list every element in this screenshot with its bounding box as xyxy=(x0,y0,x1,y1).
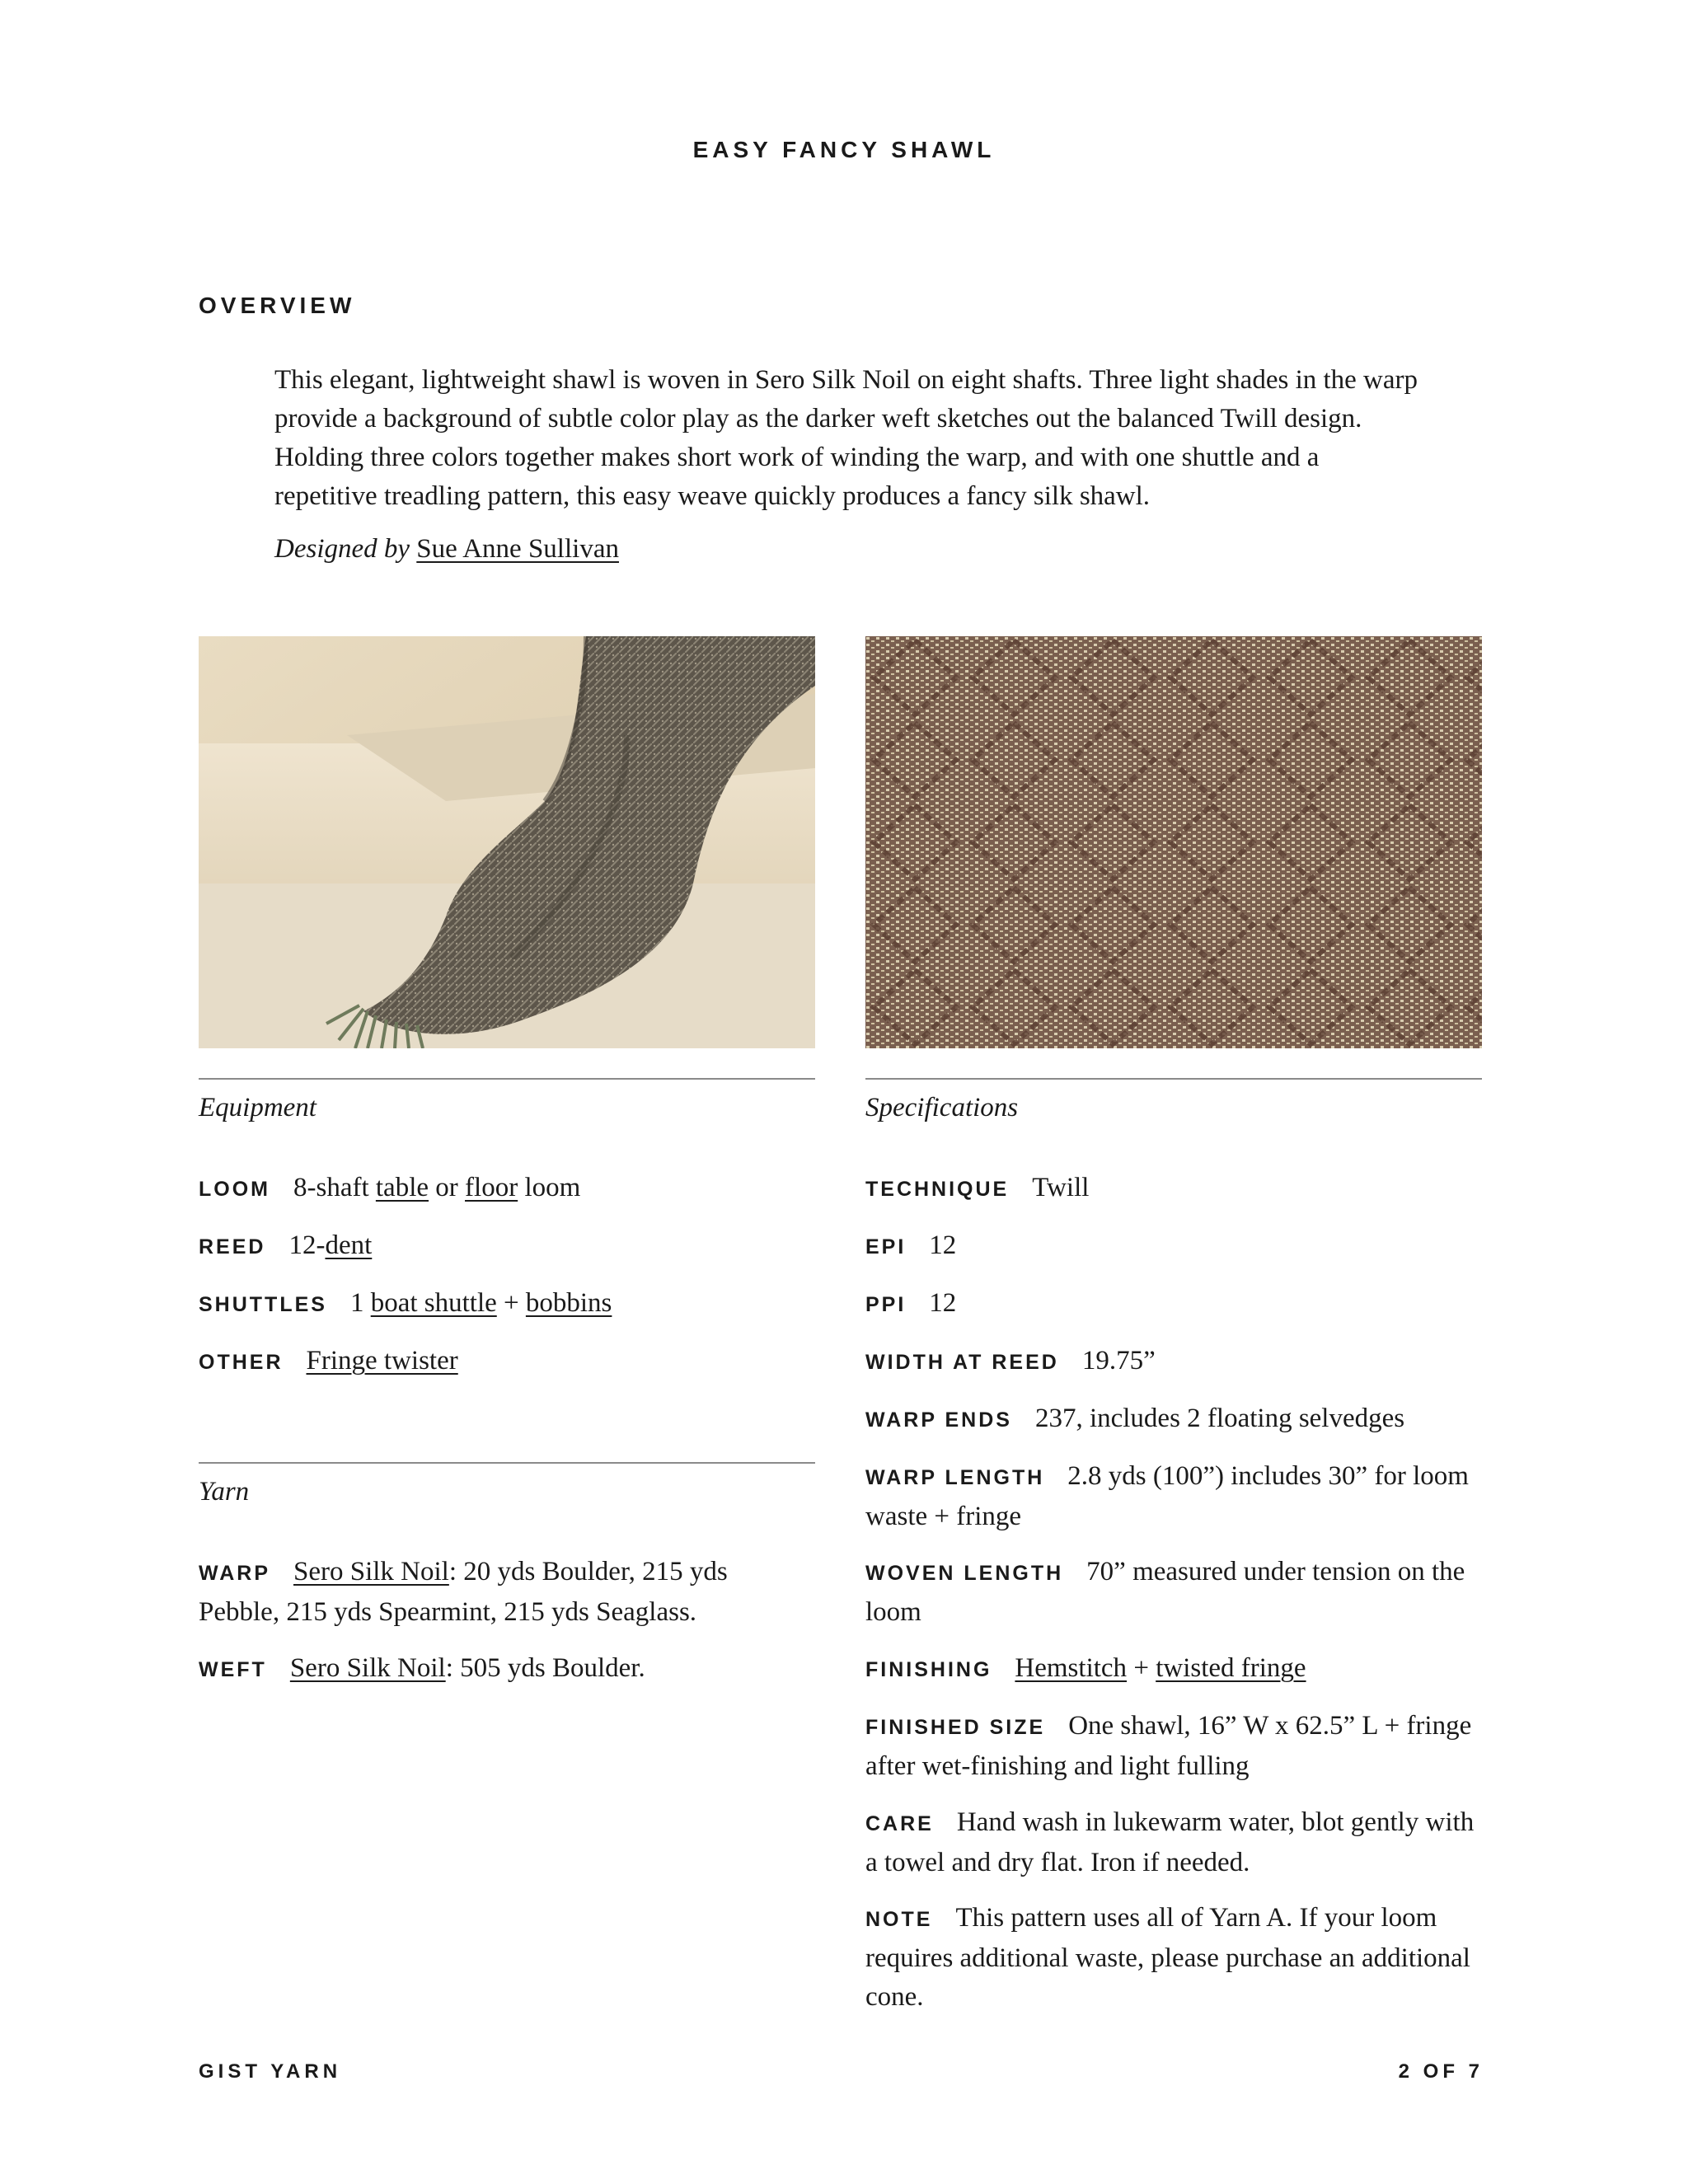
width-at-reed-key: WIDTH AT REED xyxy=(865,1351,1059,1374)
ppi-value: 12 xyxy=(929,1288,957,1318)
equipment-reed xyxy=(199,1226,815,1267)
reed-text: 12- xyxy=(288,1230,326,1260)
overview-text xyxy=(274,361,1428,516)
loom-key: LOOM xyxy=(199,1178,270,1201)
woven-length-value: 70” measured under tension on the loom xyxy=(865,1557,1465,1627)
epi-value: 12 xyxy=(929,1230,957,1260)
overview-paragraph: This elegant, lightweight shawl is woven in Sero Silk Noil on eight shafts. Three light shades in the warp provide a background of subtle color play as the darker weft sketches out the balanced Twill design. Holding three colors together makes short work of winding the warp, and with one shuttle and a repetitive treadling pattern, this easy weave quickly produces a fancy silk shawl. xyxy=(274,365,1418,511)
equipment-loom xyxy=(199,1169,815,1209)
designer-link[interactable]: Sue Anne Sullivan xyxy=(416,534,619,564)
page-number: 2 OF 7 xyxy=(1398,2060,1484,2083)
specifications-label: Specifications xyxy=(865,1093,1019,1122)
footer-brand: GIST YARN xyxy=(199,2060,342,2083)
warp-ends-value: 237, includes 2 floating selvedges xyxy=(1034,1404,1405,1433)
epi-key: EPI xyxy=(865,1235,907,1258)
warp-length-key: WARP LENGTH xyxy=(865,1466,1045,1489)
fringe-twister-link[interactable]: Fringe twister xyxy=(306,1346,458,1376)
twisted-fringe-link[interactable]: twisted fringe xyxy=(1156,1653,1306,1683)
width-at-reed-value: 19.75” xyxy=(1081,1346,1156,1376)
note-value: This pattern uses all of Yarn A. If your loom requires additional waste, please purchase an additional cone. xyxy=(865,1903,1470,2012)
warp-yarn-text: : 20 yds Boulder, 215 yds Pebble, 215 yds Spearmint, 215 yds Seaglass. xyxy=(199,1557,728,1627)
shuttles-text: + xyxy=(496,1288,526,1318)
document-title: EASY FANCY SHAWL xyxy=(692,137,996,162)
loom-text: 8-shaft xyxy=(293,1173,376,1202)
yarn-weft xyxy=(199,1649,815,1690)
equipment-divider xyxy=(199,1078,815,1080)
yarn-label: Yarn xyxy=(199,1477,250,1507)
table-loom-link[interactable]: table xyxy=(375,1173,429,1202)
weave-closeup-photo xyxy=(865,636,1482,1048)
reed-key: REED xyxy=(199,1235,266,1258)
weft-yarn-link[interactable]: Sero Silk Noil xyxy=(289,1653,446,1683)
shawl-photo xyxy=(199,636,815,1048)
spec-width-at-reed xyxy=(865,1342,1482,1382)
boat-shuttle-link[interactable]: boat shuttle xyxy=(370,1288,497,1318)
technique-key: TECHNIQUE xyxy=(865,1178,1010,1201)
weft-key: WEFT xyxy=(199,1658,267,1681)
spec-technique xyxy=(865,1169,1482,1209)
designed-by-label: Designed by xyxy=(274,534,410,564)
finished-size-key: FINISHED SIZE xyxy=(865,1716,1046,1739)
finishing-key: FINISHING xyxy=(865,1658,992,1681)
spec-finishing xyxy=(865,1649,1482,1690)
technique-value: Twill xyxy=(1032,1173,1090,1202)
shuttles-text: 1 xyxy=(349,1288,371,1318)
designer-credit xyxy=(274,534,619,565)
hemstitch-link[interactable]: Hemstitch xyxy=(1015,1653,1128,1683)
note-key: NOTE xyxy=(865,1908,933,1931)
spec-care xyxy=(865,1803,1482,1882)
finishing-text: + xyxy=(1127,1653,1156,1683)
spec-woven-length xyxy=(865,1553,1482,1632)
warp-ends-key: WARP ENDS xyxy=(865,1408,1012,1432)
finished-size-value: One shawl, 16” W x 62.5” L + fringe after wet-finishing and light fulling xyxy=(865,1711,1472,1781)
spec-warp-ends xyxy=(865,1399,1482,1440)
loom-text: loom xyxy=(518,1173,581,1202)
specifications-divider xyxy=(865,1078,1482,1080)
spec-note xyxy=(865,1899,1482,2017)
weft-yarn-text: : 505 yds Boulder. xyxy=(445,1653,645,1683)
warp-yarn-link[interactable]: Sero Silk Noil xyxy=(293,1557,449,1586)
spec-epi xyxy=(865,1226,1482,1267)
woven-length-key: WOVEN LENGTH xyxy=(865,1562,1064,1585)
other-key: OTHER xyxy=(199,1351,284,1374)
care-key: CARE xyxy=(865,1812,934,1835)
dent-link[interactable]: dent xyxy=(325,1230,373,1260)
warp-key: WARP xyxy=(199,1562,270,1585)
yarn-divider xyxy=(199,1462,815,1464)
yarn-warp xyxy=(199,1553,815,1632)
overview-heading: OVERVIEW xyxy=(199,293,356,318)
bobbins-link[interactable]: bobbins xyxy=(525,1288,612,1318)
spec-finished-size xyxy=(865,1707,1482,1786)
ppi-key: PPI xyxy=(865,1293,907,1316)
equipment-other xyxy=(199,1342,815,1382)
equipment-shuttles xyxy=(199,1284,815,1324)
floor-loom-link[interactable]: floor xyxy=(465,1173,518,1202)
loom-text: or xyxy=(429,1173,466,1202)
spec-warp-length xyxy=(865,1457,1482,1536)
shuttles-key: SHUTTLES xyxy=(199,1293,327,1316)
warp-length-value: 2.8 yds (100”) includes 30” for loom waste + fringe xyxy=(865,1461,1469,1531)
equipment-label: Equipment xyxy=(199,1093,316,1122)
spec-ppi xyxy=(865,1284,1482,1324)
care-value: Hand wash in lukewarm water, blot gently with a towel and dry flat. Iron if needed. xyxy=(865,1807,1475,1877)
